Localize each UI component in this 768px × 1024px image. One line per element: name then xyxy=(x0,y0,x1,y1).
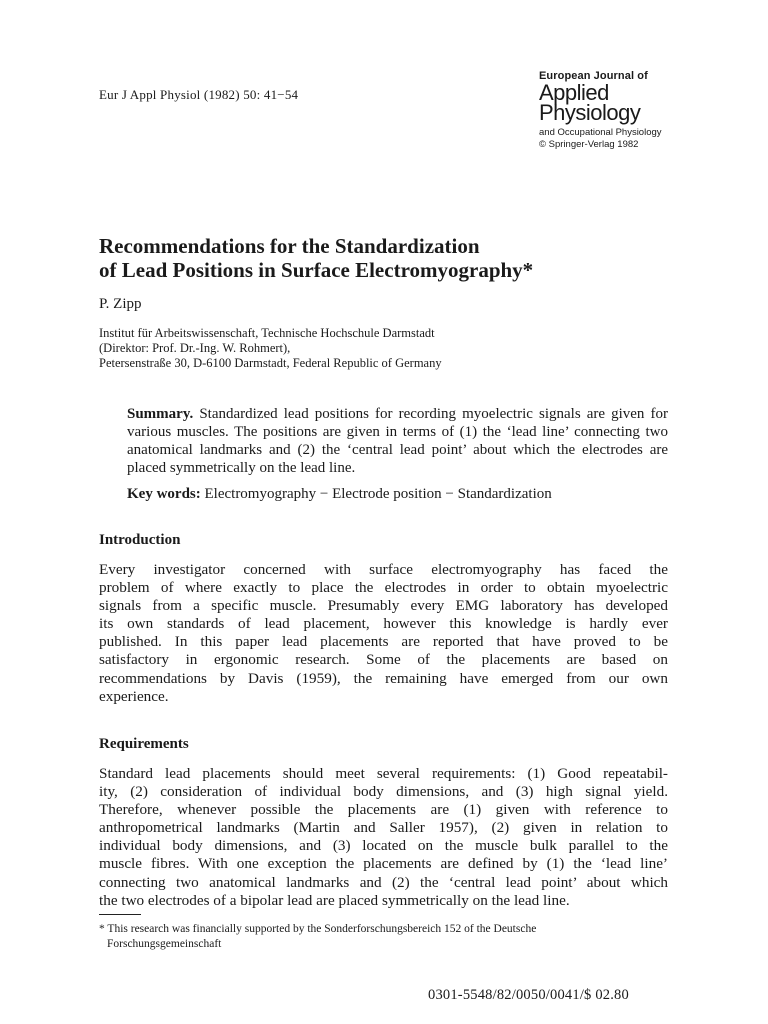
footnote-divider xyxy=(99,914,141,915)
requirements-heading: Requirements xyxy=(99,736,189,752)
author-name: P. Zipp xyxy=(99,296,142,312)
intro-line: satisfactory in ergonomic research. Some of the placements are based on xyxy=(99,651,668,669)
title-line-2: of Lead Positions in Surface Electromyography* xyxy=(99,258,534,282)
affiliation-line-3: Petersenstraße 30, D-6100 Darmstadt, Federal Republic of Germany xyxy=(99,356,442,370)
intro-line: problem of where exactly to place the electrodes in order to obtain myoelectric xyxy=(99,579,668,597)
journal-citation: Eur J Appl Physiol (1982) 50: 41−54 xyxy=(99,87,299,102)
article-title xyxy=(99,234,699,282)
intro-line: experience. xyxy=(99,687,169,705)
article-code: 0301-5548/82/0050/0041/$ 02.80 xyxy=(428,987,629,1003)
intro-line: its own standards of lead placement, however this knowledge is hardly ever xyxy=(99,615,668,633)
journal-copyright: © Springer-Verlag 1982 xyxy=(539,139,639,150)
journal-name-line2: Applied xyxy=(539,80,609,105)
req-line: anthropometrical landmarks (Martin and Saller 1957), (2) given in relation to xyxy=(99,819,668,837)
keywords-label: Key words: xyxy=(127,486,201,502)
journal-name-line3: Physiology xyxy=(539,100,641,125)
requirements-paragraph xyxy=(99,765,668,910)
req-line: muscle fibres. With one exception the placements are defined by (1) the ‘lead line’ xyxy=(99,855,668,873)
req-line: the two electrodes of a bipolar lead are placed symmetrically on the lead line. xyxy=(99,891,570,909)
req-line: ity, (2) consideration of individual body dimensions, and (3) high signal yield. xyxy=(99,783,668,801)
abstract-summary xyxy=(127,405,668,477)
req-line: Therefore, whenever possible the placements are (1) given with reference to xyxy=(99,801,668,819)
req-line: connecting two anatomical landmarks and (2) the ‘central lead point’ about which xyxy=(99,873,668,891)
journal-logo xyxy=(539,70,739,150)
footnote-line-2: Forschungsgemeinschaft xyxy=(107,938,222,950)
affiliation-line-2: (Direktor: Prof. Dr.-Ing. W. Rohmert), xyxy=(99,341,291,355)
intro-line: Every investigator concerned with surface electromyography has faced the xyxy=(99,561,668,578)
affiliation-line-1: Institut für Arbeitswissenschaft, Technische Hochschule Darmstadt xyxy=(99,326,435,340)
introduction-paragraph xyxy=(99,561,668,706)
req-line: Standard lead placements should meet several requirements: (1) Good repeatabil- xyxy=(99,765,668,782)
journal-name-line1: European Journal of xyxy=(539,70,648,82)
footnote-line-1: * This research was financially supported by the Sonderforschungsbereich 152 of the Deutsche xyxy=(99,923,537,935)
intro-line: published. In this paper lead placements are reported that have proved to be xyxy=(99,633,668,651)
intro-line: signals from a specific muscle. Presumably every EMG laboratory has developed xyxy=(99,597,668,615)
title-line-1: Recommendations for the Standardization xyxy=(99,234,480,258)
introduction-heading: Introduction xyxy=(99,532,181,548)
summary-text: Standardized lead positions for recording myoelectric signals are given for various muscles. The positions are given in terms of (1) the ‘lead line’ connecting two anatomical landmarks and (2) the ‘central lead point’ about which the electrodes are placed symmetrically on the lead line. xyxy=(127,406,668,476)
summary-label: Summary. xyxy=(127,406,194,422)
keywords-text: Electromyography − Electrode position − Standardization xyxy=(204,486,552,502)
intro-line: recommendations by Davis (1959), the remaining have emerged from our own xyxy=(99,669,668,687)
journal-subtitle: and Occupational Physiology xyxy=(539,127,662,138)
author-affiliation xyxy=(99,326,659,371)
keywords xyxy=(127,486,668,503)
footnote xyxy=(99,922,668,952)
req-line: individual body dimensions, and (3) located on the muscle bulk parallel to the xyxy=(99,837,668,855)
